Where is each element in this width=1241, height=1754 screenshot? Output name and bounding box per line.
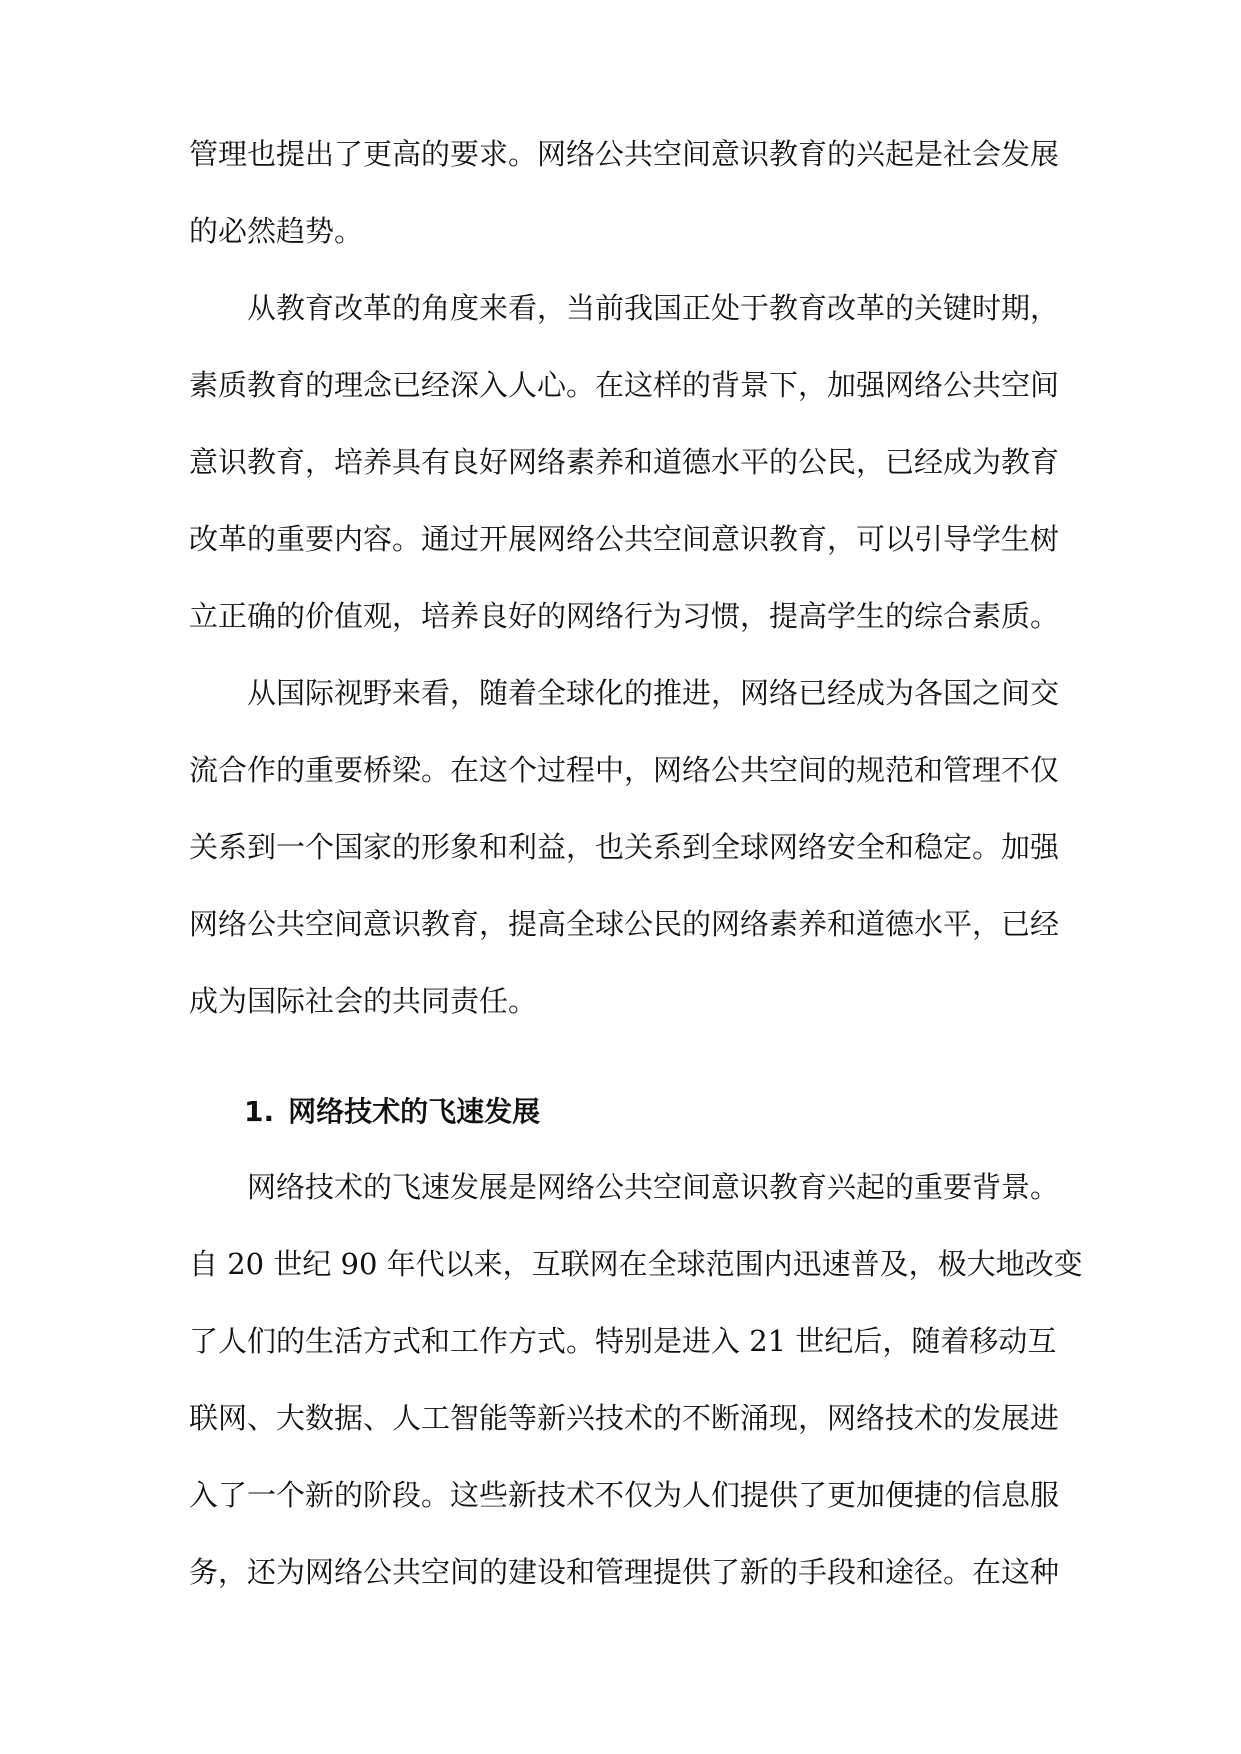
- paragraph-line: 入了一个新的阶段。这些新技术不仅为人们提供了更加便捷的信息服: [189, 1478, 1060, 1512]
- paragraph-line: 素质教育的理念已经深入人心。在这样的背景下，加强网络公共空间: [189, 368, 1060, 402]
- paragraph-line: 联网、大数据、人工智能等新兴技术的不断涌现，网络技术的发展进: [189, 1401, 1060, 1435]
- paragraph-line: 的必然趋势。: [189, 214, 364, 248]
- section-heading: [244, 1092, 540, 1132]
- paragraph-line: 立正确的价值观，培养良好的网络行为习惯，提高学生的综合素质。: [189, 599, 1060, 633]
- paragraph-line: 意识教育，培养具有良好网络素养和道德水平的公民，已经成为教育: [189, 445, 1060, 479]
- paragraph-line: 关系到一个国家的形象和利益，也关系到全球网络安全和稳定。加强: [189, 830, 1060, 864]
- paragraph-line: 了人们的生活方式和工作方式。特别是进入 21 世纪后，随着移动互: [189, 1324, 1057, 1358]
- paragraph-line: 改革的重要内容。通过开展网络公共空间意识教育，可以引导学生树: [189, 522, 1060, 556]
- paragraph-line: 务，还为网络公共空间的建设和管理提供了新的手段和途径。在这种: [189, 1555, 1060, 1589]
- paragraph-line: 自 20 世纪 90 年代以来，互联网在全球范围内迅速普及，极大地改变: [189, 1247, 1083, 1281]
- paragraph-line: 管理也提出了更高的要求。网络公共空间意识教育的兴起是社会发展: [189, 137, 1060, 171]
- paragraph-line: 成为国际社会的共同责任。: [189, 984, 538, 1018]
- paragraph-line: 流合作的重要桥梁。在这个过程中，网络公共空间的规范和管理不仅: [189, 753, 1060, 787]
- paragraph-line: 从教育改革的角度来看，当前我国正处于教育改革的关键时期，: [247, 291, 1060, 325]
- heading-title: 网络技术的飞速发展: [288, 1095, 541, 1128]
- heading-number: 1.: [244, 1095, 275, 1128]
- paragraph-line: 网络技术的飞速发展是网络公共空间意识教育兴起的重要背景。: [247, 1170, 1060, 1204]
- paragraph-line: 从国际视野来看，随着全球化的推进，网络已经成为各国之间交: [247, 676, 1060, 710]
- paragraph-line: 网络公共空间意识教育，提高全球公民的网络素养和道德水平，已经: [189, 907, 1060, 941]
